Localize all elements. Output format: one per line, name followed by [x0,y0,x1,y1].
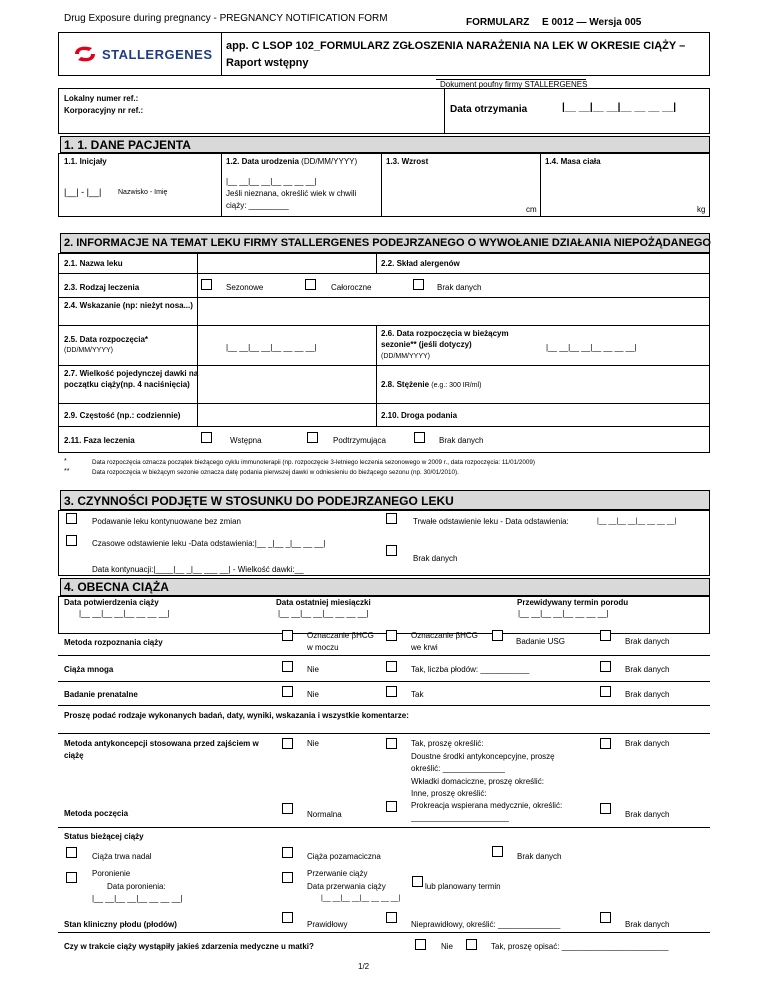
perennial-checkbox[interactable] [305,279,316,290]
footnote1-mark: * [64,458,67,465]
maternal-events-label: Czy w trakcie ciąży wystąpiły jakieś zdarzenia medyczne u matki? [64,942,314,951]
corporate-ref-label: Korporacyjny nr ref.: [64,106,144,115]
initials-field[interactable]: |__| - |__| [64,187,102,197]
seasonal-label: Sezonowe [226,283,264,292]
miscarriage-label: Poronienie [92,869,131,878]
confirm-date-label: Data potwierdzenia ciąży [64,598,159,607]
footnote2-text: Data rozpoczęcia w bieżącym sezonie oznacza datę podania pierwszej dawki w odniesieniu do bieżącego sezonu (np. 30/01/2010). [92,469,459,476]
conception-nodata-checkbox[interactable] [600,803,611,814]
multiple-yes-checkbox[interactable] [386,661,397,672]
contra-nodata-label: Brak danych [625,739,670,748]
frequency-label: 2.9. Częstość (np.: codziennie) [64,411,181,420]
weight-unit: kg [697,205,706,214]
planned-checkbox[interactable] [412,876,423,887]
temporary-label[interactable]: Czasowe odstawienie leku -Data odstawienia:|__ _|__ _|__ __ __| [92,539,326,548]
fetal-nodata-checkbox[interactable] [600,912,611,923]
prenatal-no-label: Nie [307,690,320,699]
diag-method-label: Metoda rozpoznania ciąży [64,638,163,647]
contra-iud-label[interactable]: Wkładki domaciczne, proszę określić: [411,777,544,786]
resume-field[interactable]: Data kontynuacji:|____|__ _|__ ___ __| - Wielkość dawki:__ [92,565,304,574]
lmp-date-label: Data ostatniej miesiączki [276,598,371,607]
phase-nodata-label: Brak danych [439,436,484,445]
miscarriage-date-label: Data poronienia: [107,882,166,891]
fetal-nodata-label: Brak danych [625,920,670,929]
events-no-checkbox[interactable] [415,939,426,950]
initial-phase-label: Wstępna [230,436,262,445]
conception-art-label: Prokreacja wspierana medycznie, określić: [411,801,563,810]
temporary-checkbox[interactable] [66,535,77,546]
ectopic-label: Ciąża pozamaciczna [307,852,381,861]
multiple-nodata-label: Brak danych [625,665,670,674]
season-start-field[interactable]: |__ __|__ __|__ __ __ __| [546,343,637,352]
termination-label: Przerwanie ciąży [307,869,368,878]
fetal-normal-label: Prawidłowy [307,920,348,929]
contra-other-label[interactable]: Inne, proszę określić: [411,789,487,798]
height-label: 1.3. Wzrost [386,157,429,166]
ongoing-label: Ciąża trwa nadal [92,852,152,861]
termination-date-label: Data przerwania ciąży [307,882,386,891]
dob-unknown-note: Jeśli nieznana, określić wiek w chwili [226,189,357,198]
termination-checkbox[interactable] [282,872,293,883]
usg-label: Badanie USG [516,637,565,646]
start-date-format: (DD/MM/YYYY) [64,347,113,354]
events-no-label: Nie [441,942,454,951]
treatment-type-label: 2.3. Rodzaj leczenia [64,283,140,292]
allergen-label: 2.2. Skład alergenów [381,259,460,268]
receipt-date-field[interactable]: |__ __|__ __|__ __ __ __| [562,102,677,113]
diag-nodata-label: Brak danych [625,637,670,646]
logo-text: STALLERGENES [102,47,213,62]
logo-mark-icon [72,43,98,65]
multiple-label: Ciąża mnoga [64,665,114,674]
lmp-date-field[interactable]: |__ __|__ __|__ __ __ __| [278,609,369,618]
planned-label: lub planowany termin [425,882,501,891]
multiple-nodata-checkbox[interactable] [600,661,611,672]
ectopic-checkbox[interactable] [282,847,293,858]
termination-date-field[interactable]: |__ __|__ __|__ __ __ __| [321,895,401,902]
action-nodata-label: Brak danych [413,554,458,563]
confirm-date-field[interactable]: |__ __|__ __|__ __ __ __| [79,609,170,618]
footnote2-mark: ** [64,468,70,475]
events-yes-label[interactable]: Tak, proszę opisać: ________________________ [491,942,669,951]
maintenance-phase-label: Podtrzymująca [333,436,386,445]
hcg-urine-label-2: w moczu [307,643,339,652]
contra-nodata-checkbox[interactable] [600,738,611,749]
prenatal-no-checkbox[interactable] [282,686,293,697]
section3-title: 3. CZYNNOŚCI PODJĘTE W STOSUNKU DO PODEJRZANEGO LEKU [64,494,454,508]
footnote1-text: Data rozpoczęcia oznacza początek bieżącego cyklu immunoterapii (np. rozpoczęcie 3-letniego leczenia sezonowego w 2009 r., data rozpoczęcia: 11/01/2009) [92,459,536,466]
contra-no-checkbox[interactable] [282,738,293,749]
status-nodata-label: Brak danych [517,852,562,861]
perennial-label: Całoroczne [331,283,372,292]
initials-label: 1.1. Inicjały [64,157,107,166]
section4-title: 4. OBECNA CIĄŻA [64,580,169,594]
conception-normal-checkbox[interactable] [282,803,293,814]
initial-phase-checkbox[interactable] [201,432,212,443]
diag-nodata-checkbox[interactable] [600,630,611,641]
section2-title: 2. INFORMACJE NA TEMAT LEKU FIRMY STALLERGENES PODEJRZANEGO O WYWOŁANIE DZIAŁANIA NIEPOŻĄDANEGO [64,237,711,249]
contra-no-label: Nie [307,739,320,748]
route-label: 2.10. Droga podania [381,411,458,420]
hcg-urine-label-1: Oznaczanie βHCG [307,631,374,640]
continued-label: Podawanie leku kontynuowane bez zmian [92,517,241,526]
header-form-title-en: Drug Exposure during pregnancy - PREGNANCY NOTIFICATION FORM [64,13,388,24]
action-nodata-checkbox[interactable] [386,545,397,556]
permanent-checkbox[interactable] [386,513,397,524]
contra-yes-label: Tak, proszę określić: [411,739,484,748]
prenatal-label: Badanie prenatalne [64,690,138,699]
conception-art-checkbox[interactable] [386,801,397,812]
local-ref-label: Lokalny numer ref.: [64,94,139,103]
multiple-no-label: Nie [307,665,320,674]
header-form-label: FORMULARZ [466,17,530,28]
form-title-line1: app. C LSOP 102_FORMULARZ ZGŁOSZENIA NARAŻENIA NA LEK W OKRESIE CIĄŻY – [226,40,686,52]
hcg-urine-checkbox[interactable] [282,630,293,641]
usg-checkbox[interactable] [492,630,503,641]
single-dose-label: 2.7. Wielkość pojedynczej dawki na początku ciąży(np. 4 naciśnięcia) [64,369,199,389]
status-nodata-checkbox[interactable] [492,846,503,857]
header-form-code: E 0012 — Wersja 005 [542,17,642,28]
fetal-abnormal-checkbox[interactable] [386,912,397,923]
dob-label: 1.2. Data urodzenia (DD/MM/YYYY) [226,157,358,166]
contra-oral-field[interactable]: określić: ______________ [411,764,505,773]
fetal-status-label: Stan kliniczny płodu (płodów) [64,920,177,929]
miscarriage-date-field[interactable]: |__ __|__ __|__ __ __ __| [92,894,183,903]
contra-oral-label: Doustne środki antykoncepcyjne, proszę [411,752,555,761]
dob-field[interactable]: |__ __|__ __|__ __ __ __| [226,177,317,186]
stallergenes-logo [72,43,212,65]
contraception-label: Metoda antykoncepcji stosowana przed zajściem w ciążę [64,739,259,760]
start-date-label: 2.5. Data rozpoczęcia* [64,335,149,344]
instructions-text: Proszę podać rodzaje wykonanych badań, daty, wyniki, wskazania i wszystkie komentarze: [64,711,409,720]
miscarriage-checkbox[interactable] [66,872,77,883]
ongoing-checkbox[interactable] [66,847,77,858]
hcg-blood-checkbox[interactable] [386,630,397,641]
prenatal-nodata-checkbox[interactable] [600,686,611,697]
concentration-label: 2.8. Stężenie (e.g.: 300 IR/ml) [381,380,482,389]
season-start-label: 2.6. Data rozpoczęcia w bieżącym sezonie** (jeśli dotyczy) (DD/MM/YYYY) [381,329,509,360]
due-date-field[interactable]: |__ __|__ __|__ __ __ __| [518,609,609,618]
phase-nodata-checkbox[interactable] [414,432,425,443]
prenatal-yes-label: Tak [411,690,424,699]
multiple-no-checkbox[interactable] [282,661,293,672]
conception-nodata-label: Brak danych [625,810,670,819]
treatment-nodata-checkbox[interactable] [413,279,424,290]
continued-checkbox[interactable] [66,513,77,524]
fetal-abnormal-label[interactable]: Nieprawidłowy, określić: ______________ [411,920,561,929]
weight-label: 1.4. Masa ciała [545,157,601,166]
events-yes-checkbox[interactable] [466,939,477,950]
permanent-date-field[interactable]: |__ __|__ __|__ __ __ __| [597,518,677,525]
height-unit: cm [526,205,537,214]
seasonal-checkbox[interactable] [201,279,212,290]
drug-name-label: 2.1. Nazwa leku [64,259,123,268]
conception-art-field[interactable]: ______________________ [411,813,509,822]
dob-age-field[interactable]: ciąży: _________ [226,201,289,210]
permanent-label: Trwałe odstawienie leku - Data odstawienia: [413,517,569,526]
receipt-date-label: Data otrzymania [450,104,528,115]
form-title-line2: Raport wstępny [226,57,309,69]
maintenance-phase-checkbox[interactable] [307,432,318,443]
fetal-normal-checkbox[interactable] [282,912,293,923]
due-date-label: Przewidywany termin porodu [517,598,629,607]
prenatal-yes-checkbox[interactable] [386,686,397,697]
start-date-field[interactable]: |__ __|__ __|__ __ __ __| [226,343,317,352]
indication-label: 2.4. Wskazanie (np: nieżyt nosa...) [64,301,193,310]
hcg-blood-label-1: Oznaczanie βHCG [411,631,478,640]
multiple-yes-label[interactable]: Tak, liczba płodów: ___________ [411,665,530,674]
conception-label: Metoda poczęcia [64,809,129,818]
page-number: 1/2 [358,962,370,971]
conception-normal-label: Normalna [307,810,342,819]
phase-label: 2.11. Faza leczenia [64,436,135,445]
contra-yes-checkbox[interactable] [386,738,397,749]
status-label: Status bieżącej ciąży [64,832,144,841]
prenatal-nodata-label: Brak danych [625,690,670,699]
section1-title: 1. 1. DANE PACJENTA [64,138,191,152]
initials-hint: Nazwisko - Imię [118,189,168,196]
treatment-nodata-label: Brak danych [437,283,482,292]
hcg-blood-label-2: we krwi [411,643,438,652]
confidential-note: Dokument poufny firmy STALLERGENES [440,80,588,89]
